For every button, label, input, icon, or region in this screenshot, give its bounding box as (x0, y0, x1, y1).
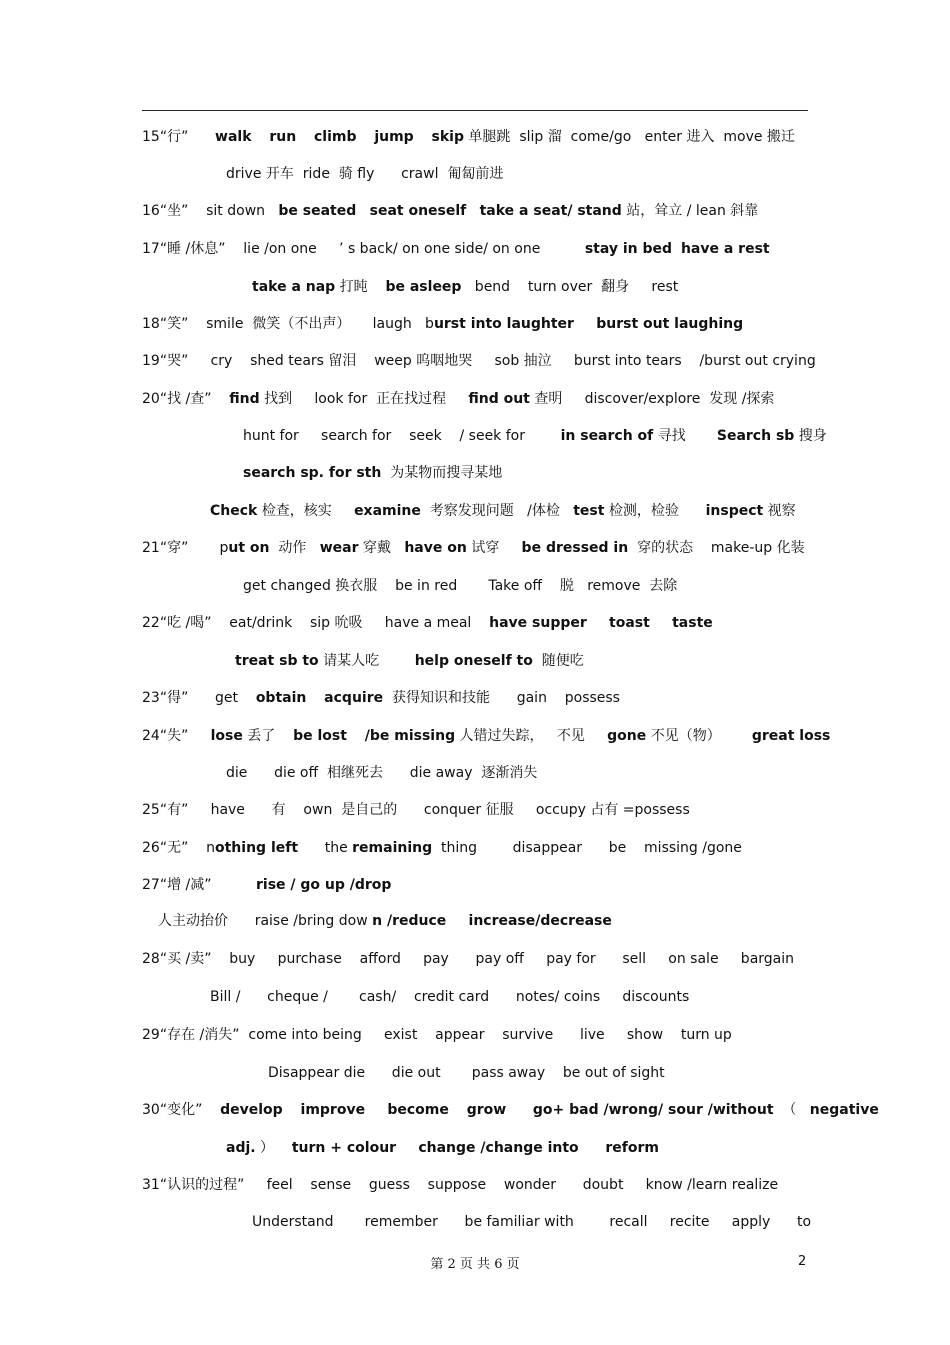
text-segment: 29“存在 /消失” come into being exist appear survive live show turn up (142, 1027, 732, 1043)
bold-term: improve (300, 1102, 366, 1118)
text-segment: 24“失” (142, 728, 211, 744)
header-rule (142, 110, 808, 111)
text-segment: 28“买 /卖” buy purchase afford pay pay off pay for sell on sale bargain (142, 951, 795, 967)
text-line (243, 462, 502, 484)
text-segment: 22“吃 /喝” eat/drink sip 吮吸 have a meal (142, 615, 490, 631)
bold-term: acquire (324, 690, 384, 706)
bold-term: search sp. for sth (243, 465, 382, 481)
text-line (142, 1099, 879, 1121)
bold-term: develop (220, 1102, 283, 1118)
bold-term: in search of (560, 428, 654, 444)
bold-term: adj. (226, 1140, 256, 1156)
text-line (142, 687, 620, 709)
text-line (226, 163, 503, 185)
text-segment: 考察发现问题 /体检 (420, 503, 574, 519)
text-segment: get changed 换衣服 be in red Take off 脱 remove 去除 (243, 578, 678, 594)
text-segment: 18“笑” smile 微笑（不出声） laugh b (142, 316, 434, 332)
text-line (210, 986, 689, 1008)
text-segment: 试穿 (466, 540, 522, 556)
text-line (142, 126, 795, 148)
text-segment: 23“得” get (142, 690, 256, 706)
bold-term: walk (215, 129, 252, 145)
text-segment (414, 129, 432, 145)
text-segment: 不见（物） (646, 728, 752, 744)
text-segment: （ (773, 1102, 810, 1118)
text-segment: 打盹 (335, 279, 386, 295)
bold-term: negative (809, 1102, 879, 1118)
text-segment: 为某物而搜寻某地 (381, 465, 503, 481)
text-segment: 站，耸立 / lean 斜靠 (621, 203, 759, 219)
bold-term: turn + colour (291, 1140, 397, 1156)
text-segment: 动作 (269, 540, 320, 556)
bold-term: remaining (352, 840, 433, 856)
bold-term: run (269, 129, 297, 145)
text-line (226, 1137, 659, 1159)
text-segment (306, 690, 324, 706)
bold-term: become (387, 1102, 449, 1118)
text-line (142, 1174, 778, 1196)
text-line (210, 500, 796, 522)
bold-term: be seated (278, 203, 357, 219)
bold-term: Search sb (716, 428, 795, 444)
text-segment (672, 241, 681, 257)
text-segment: 寻找 (653, 428, 717, 444)
text-segment: 27“增 /减” (142, 877, 256, 893)
bold-term: jump (374, 129, 414, 145)
bold-term: urst into laughter (433, 316, 574, 332)
bold-term: seat oneself (369, 203, 467, 219)
text-line (268, 1062, 665, 1084)
text-segment (574, 316, 596, 332)
bold-term: othing left (215, 840, 299, 856)
text-segment (650, 615, 672, 631)
bold-term: examine (354, 503, 421, 519)
text-segment (356, 203, 369, 219)
bold-term: wear (319, 540, 359, 556)
bold-term: toast (609, 615, 650, 631)
bold-term: grow (466, 1102, 507, 1118)
text-segment: hunt for search for seek / seek for (243, 428, 561, 444)
bold-term: be asleep (385, 279, 462, 295)
text-line (142, 350, 816, 372)
text-segment: 21“穿” p (142, 540, 229, 556)
bold-term: have a rest (680, 241, 770, 257)
text-segment (357, 129, 375, 145)
text-segment (396, 1140, 418, 1156)
text-segment: 30“变化” (142, 1102, 221, 1118)
text-segment: 找到 look for 正在找过程 (259, 391, 469, 407)
text-segment: 17“睡 /休息” lie /on one ’ s back/ on one side/ on one (142, 241, 585, 257)
text-segment (506, 1102, 533, 1118)
text-line (158, 910, 612, 932)
bold-term: /be missing (364, 728, 456, 744)
text-segment: 31“认识的过程” feel sense guess suppose wonder doubt know /learn realize (142, 1177, 779, 1193)
bold-term: skip (431, 129, 464, 145)
text-segment: 丢了 (242, 728, 294, 744)
text-segment (466, 203, 479, 219)
bold-term: take a nap (252, 279, 336, 295)
text-segment: 随便吃 (532, 653, 584, 669)
text-segment: bend turn over 翻身 rest (461, 279, 679, 295)
text-line (142, 1024, 732, 1046)
text-segment: thing disappear be missing /gone (432, 840, 742, 856)
bold-term: ut on (228, 540, 270, 556)
bold-term: be dressed in (521, 540, 629, 556)
text-segment: 15“行” (142, 129, 216, 145)
bold-term: taste (672, 615, 713, 631)
bold-term: increase/decrease (468, 913, 612, 929)
bold-term: find out (468, 391, 530, 407)
text-line (142, 725, 830, 747)
bold-term: treat sb to (235, 653, 319, 669)
text-segment (283, 1102, 301, 1118)
bold-term: gone (607, 728, 647, 744)
text-line (142, 313, 743, 335)
text-segment: ） (255, 1140, 292, 1156)
text-segment (449, 1102, 467, 1118)
bold-term: great loss (751, 728, 831, 744)
bold-term: Check (210, 503, 258, 519)
text-segment (365, 1102, 387, 1118)
text-line (142, 874, 391, 896)
bold-term: go+ bad /wrong/ sour /without (532, 1102, 774, 1118)
text-segment: Bill / cheque / cash/ credit card notes/ coins discounts (210, 989, 690, 1005)
bold-term: inspect (705, 503, 764, 519)
text-line (142, 837, 742, 859)
text-line (142, 799, 690, 821)
text-segment (446, 913, 468, 929)
text-line (142, 948, 794, 970)
text-segment: 20“找 /查” (142, 391, 230, 407)
text-segment: 查明 discover/explore 发现 /探索 (529, 391, 775, 407)
text-segment: Disappear die die out pass away be out of sight (268, 1065, 665, 1081)
text-segment: 人主动抬价 raise /bring dow (158, 913, 373, 929)
text-segment: 16“坐” sit down (142, 203, 279, 219)
bold-term: climb (314, 129, 357, 145)
text-segment: 26“无” n (142, 840, 215, 856)
bold-term: take a seat/ stand (479, 203, 622, 219)
bold-term: be lost (293, 728, 347, 744)
text-line (243, 575, 677, 597)
text-line (142, 388, 774, 410)
bold-term: n /reduce (372, 913, 447, 929)
bold-term: stay in bed (584, 241, 673, 257)
text-segment: 穿的状态 make-up 化装 (628, 540, 805, 556)
text-segment: 穿戴 (358, 540, 405, 556)
text-segment: 25“有” have 有 own 是自己的 conquer 征服 occupy 占有 =possess (142, 802, 690, 818)
text-line (252, 276, 678, 298)
text-segment: 检查，核实 (257, 503, 355, 519)
bold-term: reform (605, 1140, 659, 1156)
text-segment: drive 开车 ride 骑 fly crawl 匍匐前进 (226, 166, 504, 182)
text-segment (252, 129, 270, 145)
text-line (142, 200, 758, 222)
bold-term: rise / go up /drop (256, 877, 392, 893)
page-number: 2 (798, 1254, 807, 1269)
bold-term: obtain (255, 690, 307, 706)
text-segment: 19“哭” cry shed tears 留泪 weep 呜咽地哭 sob 抽泣 burst into tears /burst out crying (142, 353, 816, 369)
text-segment: 搜身 (794, 428, 827, 444)
text-line (235, 650, 584, 672)
text-segment: die die off 相继死去 die away 逐渐消失 (226, 765, 538, 781)
text-segment: 检测，检验 (604, 503, 706, 519)
text-line (226, 762, 537, 784)
text-segment (347, 728, 365, 744)
bold-term: help oneself to (414, 653, 533, 669)
text-segment: 获得知识和技能 gain possess (383, 690, 620, 706)
text-segment: 单腿跳 slip 溜 come/go enter 进入 move 搬迁 (463, 129, 795, 145)
text-line (142, 238, 770, 260)
text-line (252, 1211, 811, 1233)
text-segment (587, 615, 609, 631)
text-segment: Understand remember be familiar with recall recite apply to (252, 1214, 812, 1230)
text-segment: 请某人吃 (318, 653, 415, 669)
text-line (142, 612, 713, 634)
text-segment: 视察 (763, 503, 796, 519)
text-line (243, 425, 827, 447)
bold-term: find (229, 391, 260, 407)
text-segment (296, 129, 314, 145)
text-segment (579, 1140, 606, 1156)
bold-term: lose (210, 728, 243, 744)
bold-term: have supper (489, 615, 587, 631)
bold-term: burst out laughing (596, 316, 744, 332)
bold-term: change /change into (418, 1140, 579, 1156)
text-segment: the (298, 840, 353, 856)
bold-term: have on (404, 540, 467, 556)
page-footer: 第 2 页 共 6 页 (430, 1257, 520, 1272)
text-line (142, 537, 805, 559)
bold-term: test (573, 503, 605, 519)
text-segment: 人错过失踪， 不见 (455, 728, 608, 744)
